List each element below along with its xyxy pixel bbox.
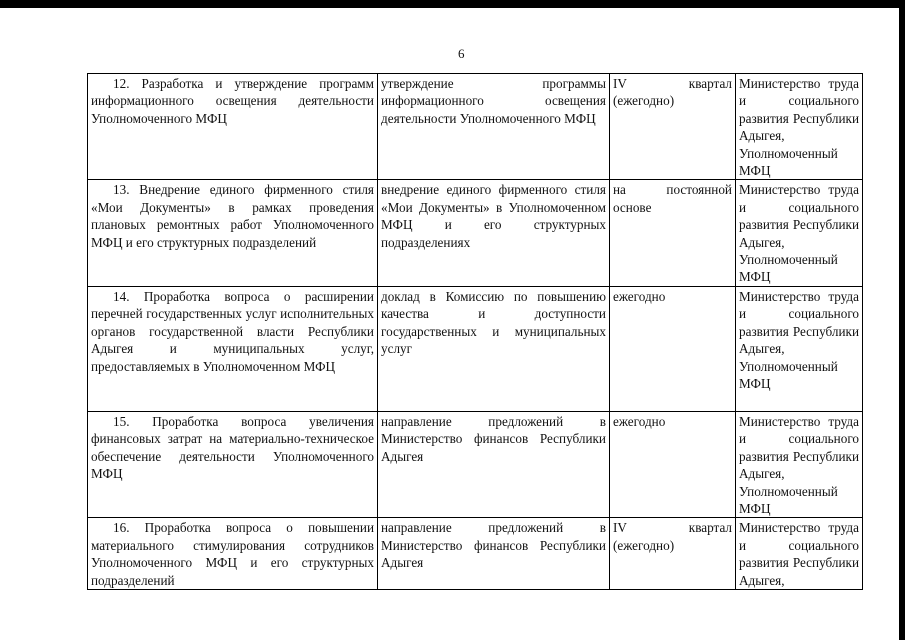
period-cell: IV квартал (ежегодно)	[610, 518, 736, 590]
executor-cell: Министерство труда и социального развития Республики Адыгея, Уполномоченный МФЦ	[736, 411, 863, 517]
page-number: 6	[458, 46, 465, 61]
task-cell: 15. Проработка вопроса увеличения финансовых затрат на материально-техническое обеспечение деятельности Уполномоченного МФЦ	[88, 411, 378, 517]
table-row	[88, 411, 863, 517]
result-cell: внедрение единого фирменного стиля «Мои Документы» в Уполномоченном МФЦ и его структурных подразделениях	[378, 180, 610, 286]
task-cell: 12. Разработка и утверждение программ информационного освещения деятельности Уполномоченного МФЦ	[88, 74, 378, 180]
result-cell: утверждение программы информационного освещения деятельности Уполномоченного МФЦ	[378, 74, 610, 180]
executor-cell: Министерство труда и социального развития Республики Адыгея, Уполномоченный МФЦ	[736, 74, 863, 180]
period-cell: на постоянной основе	[610, 180, 736, 286]
executor-cell: Министерство труда и социального развития Республики Адыгея, Уполномоченный МФЦ	[736, 180, 863, 286]
period-cell: ежегодно	[610, 411, 736, 517]
executor-cell: Министерство труда и социального развития Республики Адыгея,	[736, 518, 863, 590]
measures-table	[87, 73, 863, 590]
period-cell: ежегодно	[610, 286, 736, 411]
executor-cell: Министерство труда и социального развития Республики Адыгея, Уполномоченный МФЦ	[736, 286, 863, 411]
period-cell: IV квартал (ежегодно)	[610, 74, 736, 180]
result-cell: направление предложений в Министерство финансов Республики Адыгея	[378, 411, 610, 517]
scan-border-top	[0, 0, 905, 8]
table-row	[88, 286, 863, 411]
task-cell: 16. Проработка вопроса о повышении материального стимулирования сотрудников Уполномоченного МФЦ и его структурных подразделений	[88, 518, 378, 590]
scan-border-right	[899, 0, 905, 640]
table-row	[88, 518, 863, 590]
result-cell: доклад в Комиссию по повышению качества и доступности государственных и муниципальных услуг	[378, 286, 610, 411]
result-cell: направление предложений в Министерство финансов Республики Адыгея	[378, 518, 610, 590]
task-cell: 14. Проработка вопроса о расширении перечней государственных услуг исполнительных органов государственной власти Республики Адыгея и муниципальных услуг, предоставляемых в Уполномоченном МФЦ	[88, 286, 378, 411]
table-row	[88, 74, 863, 180]
table-row	[88, 180, 863, 286]
task-cell: 13. Внедрение единого фирменного стиля «Мои Документы» в рамках проведения плановых ремонтных работ Уполномоченного МФЦ и его структурных подразделений	[88, 180, 378, 286]
